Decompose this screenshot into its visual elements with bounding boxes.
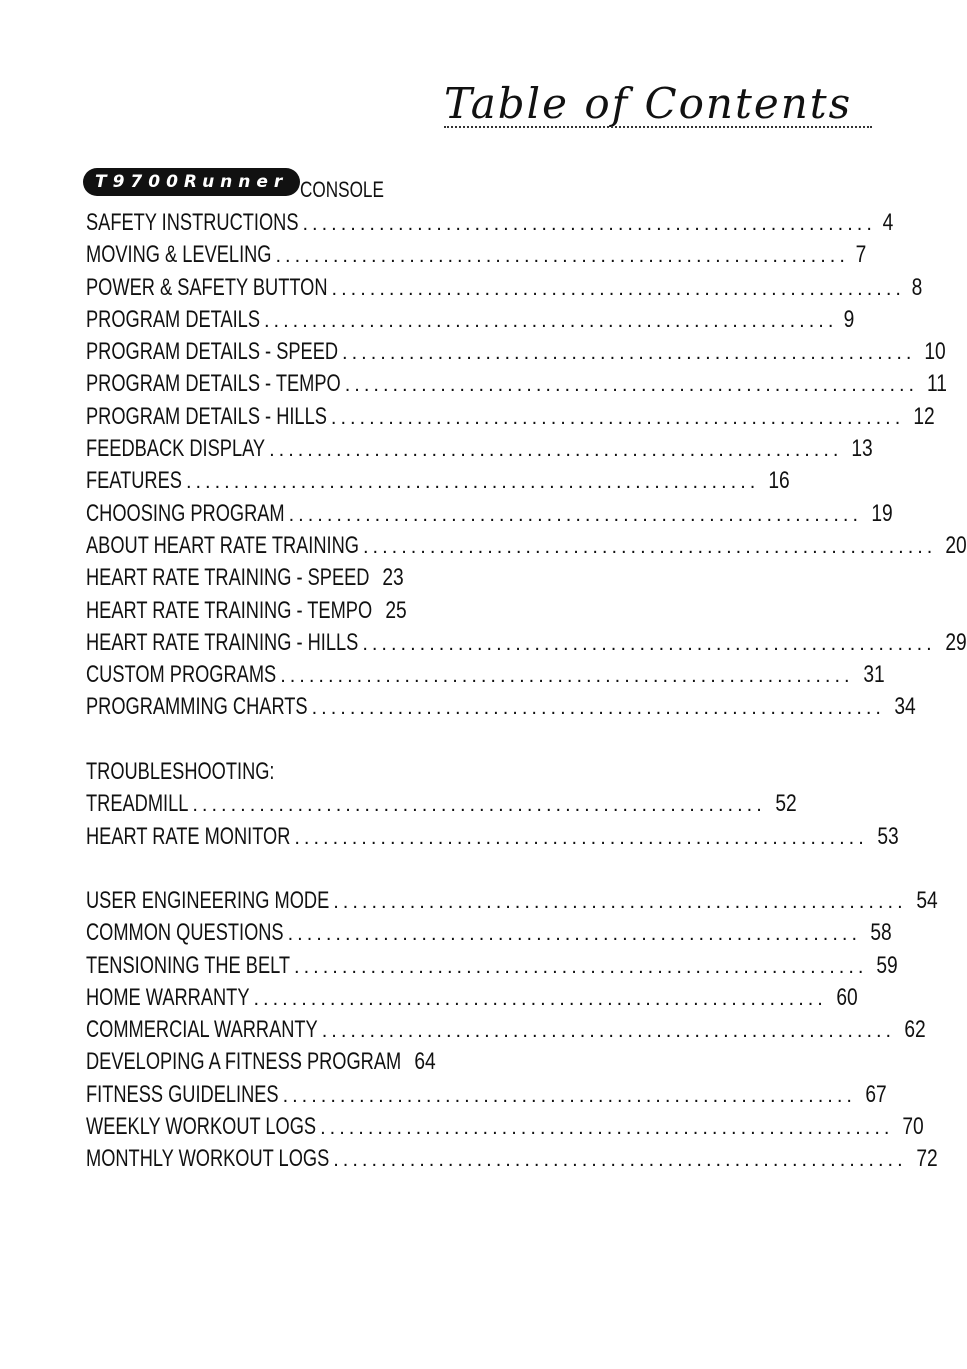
toc-entry-page: 12: [913, 402, 935, 430]
dot-leader: ............................................................: [280, 665, 854, 688]
toc-entry-page: 72: [915, 1145, 938, 1173]
toc-entry-label: COMMON QUESTIONS: [86, 919, 284, 947]
toc-entry-label: FEEDBACK DISPLAY: [86, 435, 266, 463]
toc-entry-label: POWER & SAFETY BUTTON: [86, 273, 328, 301]
toc-entry[interactable]: [86, 983, 858, 1016]
toc-entry-page: 64: [414, 1048, 436, 1076]
toc-entry-label: PROGRAM DETAILS - TEMPO: [86, 370, 341, 398]
toc-entry[interactable]: [86, 596, 407, 629]
page-title: Table of Contents: [444, 79, 853, 128]
toc-entry[interactable]: [86, 790, 797, 822]
dot-leader: ............................................................: [344, 374, 919, 397]
toc-entry[interactable]: [86, 822, 899, 855]
toc-entry[interactable]: [86, 1016, 926, 1048]
toc-entry-label: TREADMILL: [86, 790, 189, 818]
dot-leader: ............................................................: [294, 955, 868, 978]
dot-leader: ............................................................: [185, 471, 760, 494]
toc-entry-label: PROGRAM DETAILS - SPEED: [86, 338, 339, 366]
toc-entry-label: FEATURES: [86, 467, 182, 495]
toc-entry-page: 34: [894, 693, 916, 721]
toc-entry-page: 25: [385, 596, 407, 624]
toc-entry-label: DEVELOPING A FITNESS PROGRAM: [86, 1048, 402, 1076]
toc-entry-page: 9: [844, 305, 855, 333]
toc-entry[interactable]: [86, 887, 938, 919]
toc-entry[interactable]: [86, 1145, 938, 1177]
dot-leader: ............................................................: [362, 632, 936, 655]
toc-entry-label: SAFETY INSTRUCTIONS: [86, 209, 299, 236]
brand-row: [83, 166, 300, 198]
toc-entry-page: 31: [862, 661, 885, 689]
dot-leader: ............................................................: [311, 697, 885, 720]
toc-entry[interactable]: [86, 564, 405, 596]
toc-entry-page: 13: [851, 435, 874, 463]
toc-entry-label: COMMERCIAL WARRANTY: [86, 1016, 318, 1044]
toc-entry[interactable]: [86, 499, 893, 532]
toc-entry[interactable]: [86, 1048, 436, 1080]
toc-entry[interactable]: [86, 467, 791, 499]
toc-entry-page: 58: [870, 919, 892, 947]
dot-leader: ............................................................: [275, 245, 849, 268]
toc-entry-page: 67: [865, 1080, 887, 1108]
dot-leader: ............................................................: [321, 1020, 896, 1043]
toc-entry[interactable]: [86, 209, 894, 241]
dot-leader: ............................................................: [333, 1149, 907, 1172]
toc-entry-label: CHOOSING PROGRAM: [86, 499, 285, 527]
toc-entry[interactable]: [86, 241, 867, 273]
toc-entry-label: TENSIONING THE BELT: [86, 951, 291, 979]
toc-entry-label: PROGRAM DETAILS - HILLS: [86, 402, 327, 430]
toc-entry-page: 54: [915, 887, 938, 914]
toc-console-section: [86, 209, 967, 726]
toc-entry[interactable]: [86, 951, 899, 984]
toc-entry-label: HOME WARRANTY: [86, 983, 250, 1011]
title-dotted-rule: [444, 126, 872, 128]
toc-entry-page: 59: [876, 951, 899, 979]
model-badge: T9700Runner: [83, 168, 300, 196]
troubleshooting-heading: TROUBLESHOOTING:: [86, 758, 275, 785]
toc-entry-page: 62: [904, 1016, 926, 1044]
toc-entry[interactable]: [86, 693, 916, 725]
toc-entry-label: HEART RATE TRAINING - HILLS: [86, 628, 359, 656]
toc-entry-page: 19: [871, 499, 893, 527]
dot-leader: ............................................................: [288, 503, 863, 526]
toc-entry-label: FITNESS GUIDELINES: [86, 1080, 279, 1108]
toc-entry-label: PROGRAMMING CHARTS: [86, 693, 308, 721]
toc-entry[interactable]: [86, 435, 874, 467]
toc-entry[interactable]: [86, 661, 885, 693]
toc-troubleshooting-section: [86, 758, 899, 855]
dot-leader: ............................................................: [342, 342, 916, 365]
toc-entry[interactable]: [86, 1080, 887, 1113]
dot-leader: ............................................................: [333, 891, 907, 913]
toc-entry[interactable]: [86, 919, 892, 951]
dot-leader: ............................................................: [330, 406, 905, 429]
toc-entry[interactable]: [86, 273, 923, 306]
toc-entry[interactable]: [86, 370, 948, 402]
toc-entry[interactable]: [86, 531, 967, 564]
toc-entry[interactable]: [86, 1113, 925, 1145]
toc-entry-page: 60: [836, 983, 858, 1011]
dot-leader: ............................................................: [269, 439, 843, 462]
toc-entry-page: 20: [945, 531, 967, 559]
toc-entry-page: 52: [775, 790, 797, 818]
dot-leader: ............................................................: [302, 213, 876, 235]
dot-leader: ............................................................: [253, 987, 827, 1010]
toc-entry-label: USER ENGINEERING MODE: [86, 887, 330, 914]
toc-entry-page: 10: [924, 338, 947, 366]
toc-entry-page: 53: [877, 822, 899, 850]
toc-entry-page: 8: [911, 273, 923, 301]
toc-entry-label: ABOUT HEART RATE TRAINING: [86, 531, 359, 559]
toc-entry-label: HEART RATE TRAINING - SPEED: [86, 564, 370, 592]
toc-entry[interactable]: [86, 305, 855, 338]
toc-entry-label: CUSTOM PROGRAMS: [86, 661, 277, 689]
toc-entry-label: MOVING & LEVELING: [86, 241, 272, 269]
toc-entry-page: 11: [927, 370, 948, 398]
toc-entry-label: PROGRAM DETAILS: [86, 305, 260, 333]
dot-leader: ............................................................: [320, 1117, 894, 1140]
toc-entry[interactable]: [86, 402, 935, 435]
dot-leader: ............................................................: [263, 309, 838, 332]
toc-other-section: [86, 887, 938, 1178]
toc-entry-page: 7: [855, 241, 867, 269]
title-block: [444, 76, 872, 132]
toc-entry-page: 29: [945, 628, 967, 656]
dot-leader: ............................................................: [294, 826, 868, 849]
dot-leader: ............................................................: [362, 535, 937, 558]
toc-entry-page: 4: [882, 209, 894, 236]
toc-entry-label: WEEKLY WORKOUT LOGS: [86, 1113, 317, 1141]
dot-leader: ............................................................: [282, 1084, 856, 1107]
toc-entry-label: HEART RATE MONITOR: [86, 822, 291, 850]
toc-entry-page: 23: [382, 564, 405, 592]
toc-entry-label: HEART RATE TRAINING - TEMPO: [86, 596, 373, 624]
console-label: CONSOLE: [300, 177, 384, 202]
toc-entry-page: 16: [768, 467, 791, 495]
toc-entry[interactable]: [86, 338, 947, 370]
toc-entry-label: MONTHLY WORKOUT LOGS: [86, 1145, 330, 1173]
toc-entry-page: 70: [902, 1113, 925, 1141]
dot-leader: ............................................................: [192, 794, 766, 817]
dot-leader: ............................................................: [331, 277, 905, 300]
toc-entry[interactable]: [86, 628, 967, 661]
dot-leader: ............................................................: [287, 923, 862, 946]
